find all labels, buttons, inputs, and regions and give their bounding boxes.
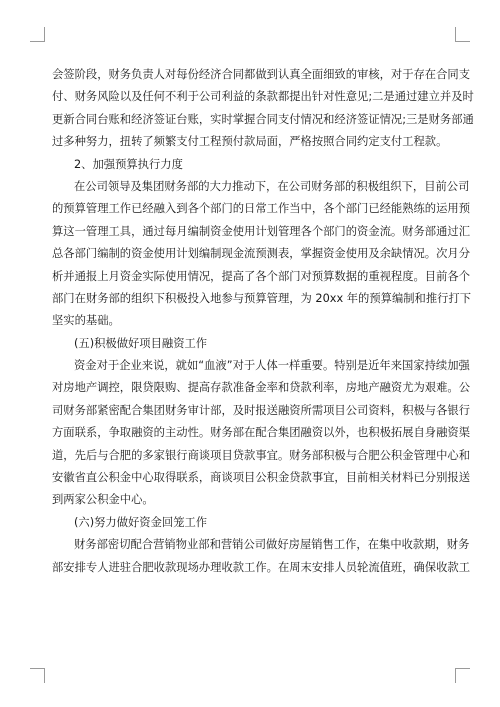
crop-mark-bottom-left <box>30 668 45 683</box>
body-line: 资金对于企业来说，就如“血液”对于人体一样重要。特别是近年来国家持续加强 <box>74 359 470 373</box>
crop-mark-top-right <box>455 27 470 42</box>
body-line: 部安排专人进驻合肥收款现场办理收款工作。在周末安排人员轮流值班，确保收款工 <box>52 560 470 574</box>
body-line: 析并通报上月资金实际使用情况，提高了各个部门对预算数据的重视程度。目前各个 <box>52 269 470 283</box>
body-line: 司财务部紧密配合集团财务审计部，及时报送融资所需项目公司资料，积极与各银行 <box>52 403 470 417</box>
body-line: 安徽省直公积金中心取得联系，商谈项目公积金贷款事宜，目前相关材料已分别报送 <box>52 471 470 485</box>
body-line: 算这一管理工具，通过每月编制资金使用计划管理各个部门的资金流。财务部通过汇 <box>52 224 470 238</box>
body-line: 方面联系，争取融资的主动性。财务部在配合集团融资以外，也积极拓展自身融资渠 <box>52 426 470 440</box>
crop-mark-top-left <box>30 27 45 42</box>
body-line: 部门在财务部的组织下积极投入地参与预算管理，为 20xx 年的预算编制和推行打下 <box>52 291 472 305</box>
body-line: 过多种努力，扭转了频繁支付工程预付款局面，严格按照合同约定支付工程款。 <box>52 135 448 149</box>
crop-mark-bottom-right <box>455 668 470 683</box>
body-line: 道，先后与合肥的多家银行商谈项目贷款事宜。财务部积极与合肥公积金管理中心和 <box>52 448 470 462</box>
section-heading: (六)努力做好资金回笼工作 <box>74 515 208 529</box>
body-line: 付、财务风险以及任何不利于公司利益的条款都提出针对性意见;二是通过建立并及时 <box>52 90 474 104</box>
document-body <box>52 64 474 579</box>
section-heading: (五)积极做好项目融资工作 <box>74 336 208 350</box>
body-line: 财务部密切配合营销物业部和营销公司做好房屋销售工作，在集中收款期，财务 <box>74 538 470 552</box>
body-line: 对房地产调控，限贷限购、提高存款准备金率和贷款利率，房地产融资尤为艰难。公 <box>52 381 470 395</box>
body-line: 在公司领导及集团财务部的大力推动下，在公司财务部的积极组织下，目前公司 <box>74 179 470 193</box>
body-line: 的预算管理工作已经融入到各个部门的日常工作当中，各个部门已经能熟练的运用预 <box>52 202 470 216</box>
body-line: 会签阶段，财务负责人对每份经济合同都做到认真全面细致的审核，对于存在合同支 <box>52 68 470 81</box>
body-line: 总各部门编制的资金使用计划编制现金流预测表，掌握资金使用及余缺情况。次月分 <box>52 247 470 261</box>
body-line: 更新合同台账和经济签证台账，实时掌握合同支付情况和经济签证情况;三是财务部通 <box>52 112 474 126</box>
body-line: 坚实的基础。 <box>52 314 120 328</box>
body-line: 到两家公积金中心。 <box>52 493 154 507</box>
section-heading: 2、加强预算执行力度 <box>74 157 183 171</box>
